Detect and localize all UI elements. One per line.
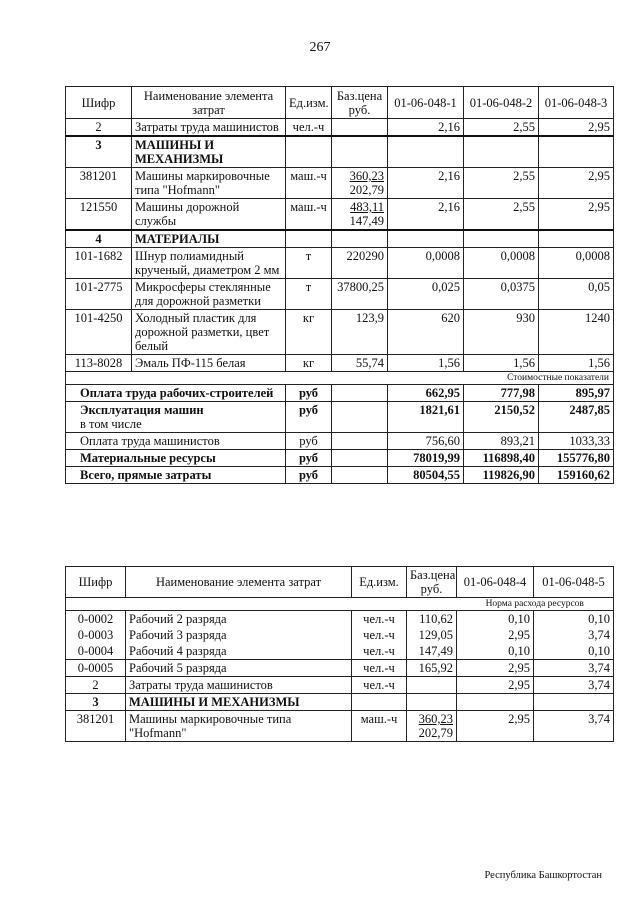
code-cell: 0-0003 — [66, 627, 126, 643]
code-cell: 113-8028 — [66, 355, 132, 372]
table-row — [66, 119, 614, 137]
unit-cell: кг — [286, 355, 332, 372]
header-col-2: 01-06-048-2 — [464, 87, 539, 119]
header-price: Баз.цена руб. — [407, 567, 457, 598]
name-cell: Затраты труда машинистов — [132, 119, 286, 137]
summary-name — [66, 467, 286, 484]
unit-cell: чел.-ч — [352, 627, 407, 643]
table-row — [66, 230, 614, 248]
table-row — [66, 711, 614, 742]
value-col-2: 0,0375 — [464, 279, 539, 310]
value-col-4: 2,95 — [457, 627, 534, 643]
name-cell: Рабочий 5 разряда — [126, 660, 352, 677]
price-cell — [332, 385, 388, 402]
price-cell: 123,9 — [332, 310, 388, 355]
price-cell — [332, 119, 388, 137]
value-col-3: 2,95 — [539, 119, 614, 137]
base-price-secondary: 202,79 — [349, 183, 384, 197]
value-col-1: 2,16 — [388, 199, 464, 231]
table-row — [66, 168, 614, 199]
name-cell: Машины маркировочные типа "Hofmann" — [132, 168, 286, 199]
header-unit: Ед.изм. — [352, 567, 407, 598]
base-price-secondary: 202,79 — [418, 726, 453, 740]
code-cell: 0-0005 — [66, 660, 126, 677]
name-cell: Эмаль ПФ-115 белая — [132, 355, 286, 372]
value-col-1: 662,95 — [388, 385, 464, 402]
value-col-5: 0,10 — [534, 643, 614, 660]
price-cell — [332, 402, 388, 433]
price-cell — [332, 168, 388, 199]
value-col-1 — [388, 230, 464, 248]
value-col-1: 2,16 — [388, 119, 464, 137]
code-cell: 3 — [66, 136, 132, 168]
value-col-2: 119826,90 — [464, 467, 539, 484]
code-cell: 381201 — [66, 168, 132, 199]
value-col-2: 116898,40 — [464, 450, 539, 467]
unit-cell: руб — [286, 385, 332, 402]
region-footer: Республика Башкортостан — [484, 870, 602, 881]
summary-label: Материальные ресурсы — [80, 451, 216, 465]
value-col-1 — [388, 136, 464, 168]
summary-sublabel: в том числе — [80, 417, 142, 431]
value-col-4: 2,95 — [457, 677, 534, 694]
code-cell: 4 — [66, 230, 132, 248]
value-col-2: 1,56 — [464, 355, 539, 372]
value-col-2 — [464, 230, 539, 248]
unit-cell — [286, 230, 332, 248]
table-row — [66, 279, 614, 310]
table-row — [66, 611, 614, 628]
code-cell: 101-1682 — [66, 248, 132, 279]
header-price: Баз.цена руб. — [332, 87, 388, 119]
price-cell — [407, 677, 457, 694]
name-cell: Рабочий 4 разряда — [126, 643, 352, 660]
price-cell — [332, 199, 388, 231]
price-cell: 129,05 — [407, 627, 457, 643]
subheader-label: Стоимостные показатели — [66, 372, 614, 385]
blank-cell — [66, 598, 457, 611]
value-col-3: 2,95 — [539, 199, 614, 231]
value-col-3: 155776,80 — [539, 450, 614, 467]
unit-cell: маш.-ч — [286, 168, 332, 199]
value-col-1: 1,56 — [388, 355, 464, 372]
value-col-2: 0,0008 — [464, 248, 539, 279]
value-col-2: 2,55 — [464, 199, 539, 231]
unit-cell: кг — [286, 310, 332, 355]
unit-cell: чел.-ч — [352, 643, 407, 660]
header-col-4: 01-06-048-4 — [457, 567, 534, 598]
price-cell: 220290 — [332, 248, 388, 279]
value-col-5: 3,74 — [534, 627, 614, 643]
base-price: 360,23 — [349, 169, 384, 183]
value-col-5: 3,74 — [534, 660, 614, 677]
value-col-2: 2,55 — [464, 168, 539, 199]
summary-row — [66, 433, 614, 450]
value-col-5: 0,10 — [534, 611, 614, 628]
price-cell: 37800,25 — [332, 279, 388, 310]
value-col-1: 620 — [388, 310, 464, 355]
table-row — [66, 627, 614, 643]
value-col-1: 78019,99 — [388, 450, 464, 467]
base-price-secondary: 147,49 — [349, 214, 384, 228]
table-row — [66, 643, 614, 660]
header-code: Шифр — [66, 87, 132, 119]
summary-label: Эксплуатация машин — [80, 403, 204, 417]
code-cell: 0-0002 — [66, 611, 126, 628]
cost-table-2 — [65, 566, 614, 742]
subheader-label: Норма расхода ресурсов — [457, 598, 614, 611]
value-col-3: 1,56 — [539, 355, 614, 372]
value-col-3: 1033,33 — [539, 433, 614, 450]
unit-cell: маш.-ч — [286, 199, 332, 231]
value-col-3 — [539, 230, 614, 248]
subheader-row — [66, 372, 614, 385]
unit-cell — [352, 694, 407, 711]
name-cell: Рабочий 2 разряда — [126, 611, 352, 628]
header-code: Шифр — [66, 567, 126, 598]
name-cell: МАШИНЫ И МЕХАНИЗМЫ — [126, 694, 352, 711]
summary-name — [66, 433, 286, 450]
table-row — [66, 677, 614, 694]
header-name: Наименование элемента затрат — [126, 567, 352, 598]
header-col-3: 01-06-048-3 — [539, 87, 614, 119]
summary-row — [66, 402, 614, 433]
price-cell — [332, 467, 388, 484]
code-cell: 121550 — [66, 199, 132, 231]
value-col-1: 80504,55 — [388, 467, 464, 484]
value-col-1: 0,025 — [388, 279, 464, 310]
table-row — [66, 310, 614, 355]
unit-cell: руб — [286, 450, 332, 467]
unit-cell: чел.-ч — [352, 660, 407, 677]
code-cell: 381201 — [66, 711, 126, 742]
table-row — [66, 199, 614, 231]
price-cell: 147,49 — [407, 643, 457, 660]
unit-cell: маш.-ч — [352, 711, 407, 742]
price-cell — [332, 230, 388, 248]
value-col-2: 2,55 — [464, 119, 539, 137]
value-col-2 — [464, 136, 539, 168]
value-col-4: 2,95 — [457, 660, 534, 677]
summary-name — [66, 450, 286, 467]
value-col-4: 0,10 — [457, 643, 534, 660]
value-col-3: 2487,85 — [539, 402, 614, 433]
header-name: Наименование элемента затрат — [132, 87, 286, 119]
unit-cell — [286, 136, 332, 168]
table-row — [66, 355, 614, 372]
price-cell — [332, 433, 388, 450]
name-cell: Машины маркировочные типа "Hofmann" — [126, 711, 352, 742]
value-col-3: 0,05 — [539, 279, 614, 310]
value-col-2: 777,98 — [464, 385, 539, 402]
table-row — [66, 694, 614, 711]
base-price: 360,23 — [418, 712, 453, 726]
name-cell: МАШИНЫ И МЕХАНИЗМЫ — [132, 136, 286, 168]
name-cell: Машины дорожной службы — [132, 199, 286, 231]
summary-label: Оплата труда рабочих-строителей — [80, 386, 274, 400]
value-col-2: 930 — [464, 310, 539, 355]
name-cell: Микросферы стеклянные для дорожной разметки — [132, 279, 286, 310]
table-row — [66, 248, 614, 279]
code-cell: 101-2775 — [66, 279, 132, 310]
value-col-2: 893,21 — [464, 433, 539, 450]
header-unit: Ед.изм. — [286, 87, 332, 119]
table-row — [66, 136, 614, 168]
code-cell: 0-0004 — [66, 643, 126, 660]
unit-cell: руб — [286, 467, 332, 484]
header-col-5: 01-06-048-5 — [534, 567, 614, 598]
base-price: 483,11 — [350, 200, 384, 214]
value-col-1: 0,0008 — [388, 248, 464, 279]
price-cell — [332, 136, 388, 168]
summary-name — [66, 385, 286, 402]
table-row — [66, 660, 614, 677]
price-cell — [332, 450, 388, 467]
name-cell: Затраты труда машинистов — [126, 677, 352, 694]
name-cell: Холодный пластик для дорожной разметки, цвет белый — [132, 310, 286, 355]
value-col-1: 1821,61 — [388, 402, 464, 433]
summary-row — [66, 450, 614, 467]
summary-row — [66, 467, 614, 484]
value-col-5 — [534, 694, 614, 711]
value-col-3: 895,97 — [539, 385, 614, 402]
name-cell: Рабочий 3 разряда — [126, 627, 352, 643]
value-col-5: 3,74 — [534, 711, 614, 742]
unit-cell: т — [286, 248, 332, 279]
value-col-4: 2,95 — [457, 711, 534, 742]
unit-cell: т — [286, 279, 332, 310]
price-cell — [407, 711, 457, 742]
name-cell: Шнур полиамидный крученый, диаметром 2 мм — [132, 248, 286, 279]
price-cell: 55,74 — [332, 355, 388, 372]
value-col-4 — [457, 694, 534, 711]
value-col-4: 0,10 — [457, 611, 534, 628]
unit-cell: чел.-ч — [286, 119, 332, 137]
summary-name — [66, 402, 286, 433]
value-col-1: 756,60 — [388, 433, 464, 450]
code-cell: 2 — [66, 119, 132, 137]
header-col-1: 01-06-048-1 — [388, 87, 464, 119]
code-cell: 101-4250 — [66, 310, 132, 355]
value-col-5: 3,74 — [534, 677, 614, 694]
code-cell: 3 — [66, 694, 126, 711]
summary-label: Оплата труда машинистов — [80, 434, 220, 448]
unit-cell: чел.-ч — [352, 677, 407, 694]
value-col-3: 1240 — [539, 310, 614, 355]
code-cell: 2 — [66, 677, 126, 694]
value-col-1: 2,16 — [388, 168, 464, 199]
name-cell: МАТЕРИАЛЫ — [132, 230, 286, 248]
unit-cell: чел.-ч — [352, 611, 407, 628]
value-col-3: 2,95 — [539, 168, 614, 199]
unit-cell: руб — [286, 433, 332, 450]
summary-row — [66, 385, 614, 402]
price-cell: 110,62 — [407, 611, 457, 628]
page-number: 267 — [309, 40, 331, 55]
unit-cell: руб — [286, 402, 332, 433]
subheader-row — [66, 598, 614, 611]
value-col-3: 159160,62 — [539, 467, 614, 484]
value-col-2: 2150,52 — [464, 402, 539, 433]
price-cell: 165,92 — [407, 660, 457, 677]
price-cell — [407, 694, 457, 711]
value-col-3: 0,0008 — [539, 248, 614, 279]
summary-label: Всего, прямые затраты — [80, 468, 212, 482]
value-col-3 — [539, 136, 614, 168]
cost-table-1 — [65, 86, 614, 484]
